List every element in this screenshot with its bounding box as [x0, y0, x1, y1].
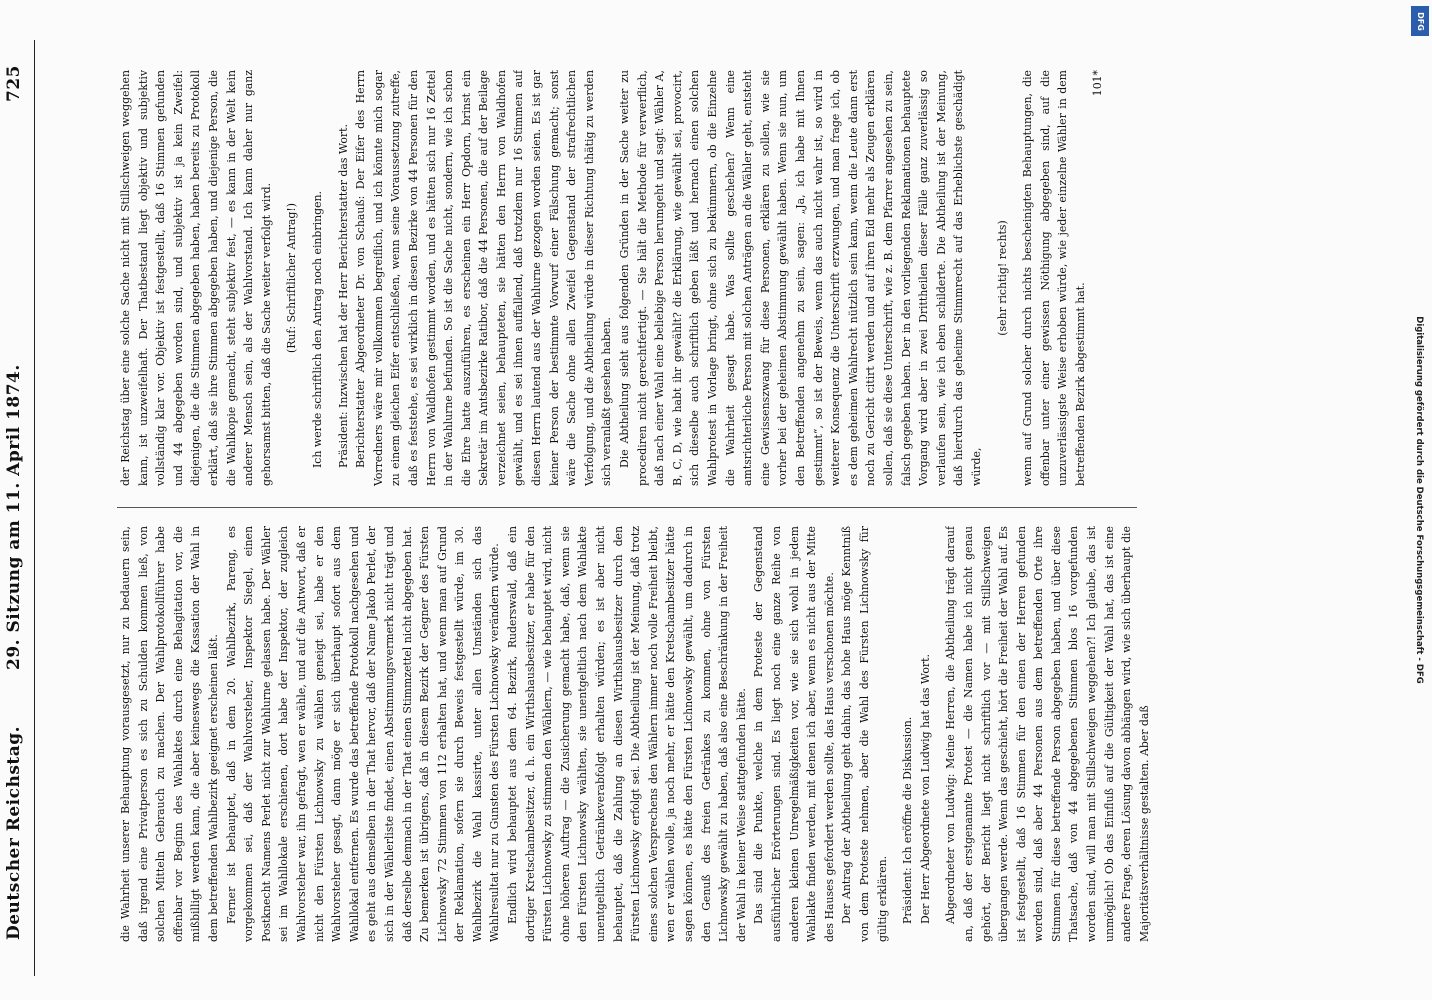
paragraph: 101* [1091, 70, 1105, 97]
paragraph: Das sind die Punkte, welche in dem Proteste der Gegenstand ausführlicher Erörterungen sind. Es liegt noch eine ganze Reihe von anderen kleinen Unregelmäßigkeiten vor, wie sie sich wohl in jedem Wahlakte finden werden, mit denen ich aber, wenn es nicht aus der Mitte des Hauses gefordert werden sollte, das Haus verschonen möchte. [752, 526, 836, 942]
paragraph: Die Abtheilung sieht aus folgenden Gründen in der Sache weiter zu procediren nicht gerechtfertigt. — Sie hält die Methode für verwerflich, daß nach einer Wahl eine beliebige Person herumgeht und sagt: Wähler A, B, C, D, wie habt ihr gewählt? die Erklärung, wie gewählt sei, provocirt, sich dieselbe auch schriftlich geben läßt und hernach einen solchen Wahlprotest in Vorlage bringt, ohne sich zu bekümmern, ob die Einzelne die Wahrheit gesagt habe. Was sollte geschehen? Wenn eine amtsrichterliche Person mit solchen Anträgen an die Wähler geht, entsteht eine Gewissenszwang für diese Personen, erklären zu sollen, wie sie vorher bei der geheimen Abstimmung gewählt haben. Wenn sie nun, um den Betreffenden angenehm zu sein, sagen: „Ja, ich habe mit Ihnen gestimmt“, so ist der Beweis, wenn das auch nicht wahr ist, so wird in weiterer Konsequenz die Unterschrift erzwungen, und man frage ich, ob es dem geheimen Wahlrecht nützlich sein kann, wenn die Leute dann erst noch zu Gericht citirt werden und auf ihren Eid mehr als Zeugen erklären sollen, daß sie diese Unterschrift, wie z. B. dem Pfarrer angesehen zu sein, falsch gegeben haben. Der in den vorliegenden Reklamationen behauptete Vorgang wird aber in zwei Drittheilen dieser Fälle ganz zuverlässig so verlaufen sein, wie ich eben schilderte. Die Abtheilung ist der Meinung, daß hierdurch das geheime Stimmrecht auf das Erheblichste geschädigt würde, [618, 70, 983, 486]
dfg-credit-strip [1408, 8, 1430, 992]
paragraph: die Wahrheit unserer Behauptung vorausgesetzt, nur zu bedauern sein, daß irgend eine Privatperson es sich zu Schulden kommen ließ, von solchen Mitteln Gebrauch zu machen. Der Wahlprotokollführer habe offenbar vor Beginn des Wahlaktes durch eine Behagitation vor, die mißbilligt werden kann, die aber keineswegs die Kassation der Wahl in dem betreffenden Wahlbezirk geeignet erscheinen läßt. [119, 526, 220, 942]
header-rule [34, 40, 35, 976]
dfg-badge: DFG [1411, 6, 1429, 36]
paragraph: Präsident: Ich eröffne die Diskussion. [901, 716, 915, 924]
paragraph: Präsident: Inzwischen hat der Herr Berichterstatter das Wort. [336, 124, 350, 468]
paragraph: Der Herr Abgeordnete von Ludwig hat das Wort. [918, 654, 932, 924]
column-divider [117, 507, 1137, 508]
paragraph: Ich werde schriftlich den Antrag noch einbringen. [310, 190, 324, 468]
paragraph: Abgeordneter von Ludwig: Meine Herren, die Abtheilung trägt darauf an, daß der erstgenannte Protest — die Namen habe ich nicht genau gehört, der Bericht liegt nicht schriftlich vor — mit Stillschweigen übergangen werde. Wenn das geschieht, hört die Freiheit der Wahl auf. Es ist festgestellt, daß 16 Stimmen für den einen der Herren gefunden worden sind, daß aber 44 Personen aus dem betreffenden Orte ihre Stimmen für diese betreffende Person abgegeben haben, und über diese Thatsache, daß von 44 abgegebenen Stimmen blos 16 vorgefunden worden sind, will man mit Stillschweigen weggehen?! Ich glaube, das ist unmöglich! Ob das Einfluß auf die Gültigkeit der Wahl hat, das ist eine andere Frage, deren Lösung davon abhängen wird, wie sich überhaupt die Majoritätsverhältnisse gestalten. Aber daß [944, 526, 1151, 942]
left-text-column [117, 526, 1153, 942]
dfg-credit-text: Digitalisierung gefördert durch die Deutsche Forschungsgemeinschaft - DFG [1414, 316, 1424, 684]
page-number: 725 [4, 65, 24, 102]
session-date: 29. Sitzung am 11. April 1874. [4, 364, 24, 670]
paragraph: (sehr richtig! rechts) [995, 220, 1009, 336]
paragraph: wenn auf Grund solcher durch nichts bescheinigten Behauptungen, die offenbar unter einer gewissen Nöthigung abgegeben sind, auf die unzuverlässigste Weise erhoben würde, wie jeder einzelne Wähler in dem betreffenden Bezirk abgestimmt hat. [1021, 70, 1087, 486]
paragraph: Der Antrag der Abtheilung geht dahin, das hohe Haus möge Kenntniß von dem Proteste nehmen, aber die Wahl des Fürsten Lichnowsky für gültig erklären. [840, 526, 889, 942]
page-header [0, 0, 30, 1000]
paragraph: Berichterstatter Abgeordneter Dr. von Schauß: Der Eifer des Herrn Vorredners wäre mir vollkommen begreiflich, und ich könnte mich sogar zu einem gleichen Eifer entschließen, wenn seine Voraussetzung zutreffe, daß es feststehe, es sei wirklich in diesen Bezirke von 44 Personen für den Herrn von Waldhofen gestimmt worden, und es hätten sich nur 16 Zettel in der Wahlurne befunden. So ist die Sache nicht, sondern, wie ich schon die Ehre hatte auszuführen, es erscheinen ein Herr Opdorn, brinst ein Sekretär im Antsbezirke Ratibor, daß die 44 Personen, die auf der Beilage verzeichnet seien, behaupteten, sie hätten den Herrn von Waldhofen gewählt, und es sei ihnen auffallend, daß trotzdem nur 16 Stimmen auf diesen Herrn lautend aus der Wahlurne gezogen worden seien. Es ist gar keiner Person der bestimmte Vorwurf einer Fälschung gemacht; sonst wäre die Sache ohne allen Zweifel Gegenstand der strafrechtlichen Verfolgung, und die Abtheilung würde in dieser Richtung thätig zu werden sich veranlaßt gesehen haben. [354, 70, 614, 486]
right-text-column [117, 70, 1107, 486]
paragraph: Ferner ist behauptet, daß in dem 20. Wahlbezirk, Pareng, es vorgekommen sei, daß der Wahlvorsteher, Inspektor Siegel, einen Postknecht Namens Perlet nicht zur Wahlurne gelassen habe. Der Wähler sei im Wahllokale erschienen, dort habe der Inspektor, der zugleich Wahlvorsteher war, ihn gefragt, wen er wähle, und auf die Antwort, daß er nicht den Fürsten Lichnowsky zu wählen geneigt sei, habe er den Wahlvorsteher gesagt, dann möge er sich überhaupt sofort aus dem Wahllokal entfernen. Es wurde das betreffende Protokoll nachgesehen und es geht aus demselben in der That hervor, daß der Name Jakob Perlet, der sich in der Wählerliste findet, einen Abstimmungsvermerk nicht trägt und daß derselbe demnach in der That einen Stimmzettel nicht abgegeben hat. Zu bemerken ist übrigens, daß in diesem Bezirk der Gegner des Fürsten Lichnowsky 72 Stimmen von 112 erhalten hat, und wenn man auf Grund der Reklamation, sofern sie durch Beweis festgestellt würde, im 30. Wahlbezirk die Wahl kassirte, unter allen Umständen sich das Wahlresultat nur zu Gunsten des Fürsten Lichnowsky verändern würde. [224, 526, 502, 942]
paragraph: (Ruf: Schriftlicher Antrag!) [285, 202, 299, 354]
journal-title: Deutscher Reichstag. [4, 725, 24, 940]
paragraph: der Reichstag über eine solche Sache nicht mit Stillschweigen weggehen kann, ist unzweifelhaft. Der Thatbestand liegt objektiv und subjektiv vollständig klar vor. Objektiv ist festgestellt, daß 16 Stimmen gefunden und 44 abgegeben worden sind, und subjektiv ist ja kein Zweifel: diejenigen, die die Stimmen abgegeben haben, haben bereits zu Protokoll erklärt, daß sie ihre Stimmen abgegeben haben, und diejenige Person, die die Wahlkopie gemacht, steht subjektiv fest, — es kann in der Welt kein anderer Mensch sein, als der Wahlvorstand. Ich kann daher nur ganz gehorsamst bitten, daß die Sache weiter verfolgt wird. [119, 70, 273, 486]
paragraph: Endlich wird behauptet aus dem 64. Bezirk, Ruderswald, daß ein dortiger Kretschambesitzer, d. h. ein Wirthshausbesitzer, er habe für den Fürsten Lichnowsky zu stimmen den Wählern, — wie behauptet wird, nicht ohne höheren Auftrag — die Zusicherung gemacht habe, daß, wenn sie den Fürsten Lichnowsky wählten, sie unentgeltlich nach dem Wahlakte unentgeltlich Getränkeverabfolgt erhalten würden; es ist aber nicht behauptet, daß die Zahlung an diesen Wirthshausbesitzer durch den Fürsten Lichnowsky erfolgt sei. Die Abtheilung ist der Meinung, daß trotz eines solchen Versprechens den Wählern immer noch volle Freiheit bleibt, wen er wählen wolle, ja noch mehr, er hätte den Kretschambesitzer hätte sagen können, es hätte den Fürsten Lichnowsky gewählt, um dadurch in den Genuß des freien Getränkes zu kommen, ohne von Fürsten Lichnowsky gewählt zu haben, daß also eine Beschränkung in der Freiheit der Wahl in keiner Weise stattgefunden hätte. [506, 526, 748, 942]
